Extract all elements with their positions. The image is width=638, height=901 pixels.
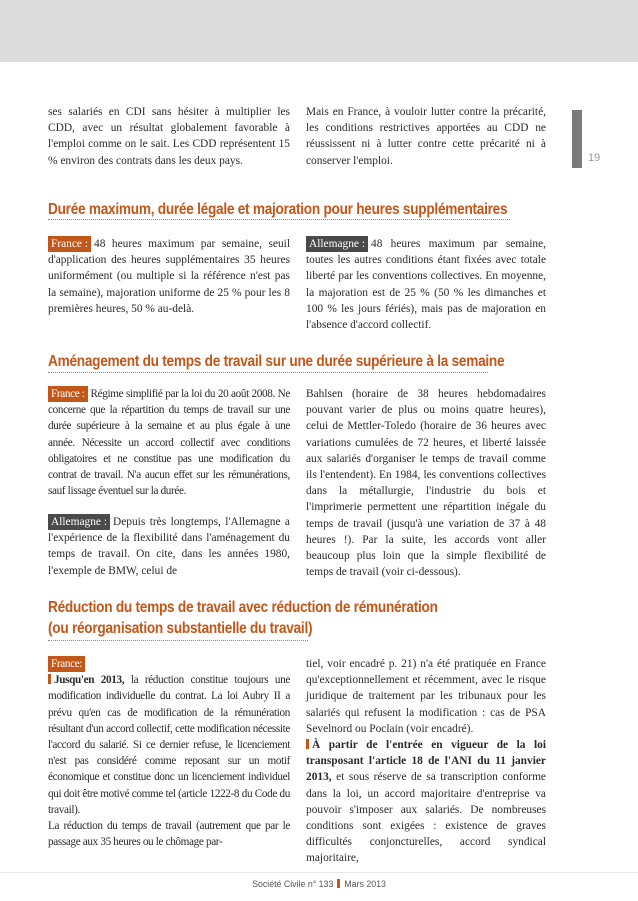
- section1-divider: [48, 219, 510, 220]
- section3-heading-line1: Réduction du temps de travail avec réduction de rémunération: [48, 599, 438, 616]
- top-band: [0, 0, 638, 62]
- section1-left-text: 48 heures maximum par semaine, seuil d'application des heures supplémentaires 35 heures uniformément (ou multiple si la référence n'est pas la semaine), majoration uniforme de 25 % pour les 8 premières heures, 50 % au-delà.: [48, 238, 290, 315]
- allemagne-label: Allemagne :: [48, 514, 110, 530]
- section3-right-column: [306, 656, 546, 867]
- paragraph-marker: [48, 674, 51, 684]
- allemagne-label: Allemagne :: [306, 236, 368, 252]
- section3-left-bold: Jusqu'en 2013,: [54, 674, 125, 687]
- section2-right-text: Bahlsen (horaire de 38 heures hebdomadaires pouvant varier de plus ou moins quatre heures), celui de Mettler-Toledo (horaire de 36 heures avec variations cumulées de 72 heures, et liberté laissée aux salariés d'organiser le temps de travail comme ils l'entendent). En 1984, les conventions collectives dans la métallurgie, l'industrie du bois et l'imprimerie permettent une répartition inégale du temps de travail (jusqu'à une variation de 37 à 48 heures !). Par la suite, les accords vont aller beaucoup plus loin que la simple flexibilité de temps de travail (voir ci-dessous).: [306, 388, 546, 579]
- intro-right-column: [306, 104, 546, 169]
- section1-left-column: [48, 236, 290, 317]
- intro-left-column: [48, 104, 290, 169]
- footer-date: Mars 2013: [344, 879, 386, 889]
- france-label: France:: [48, 656, 85, 672]
- section3-divider: [48, 640, 308, 641]
- section1-right-column: [306, 236, 546, 333]
- page-number: 19: [588, 152, 601, 164]
- france-label: France :: [48, 386, 88, 402]
- section2-left-text: Régime simplifié par la loi du 20 août 2008. Ne concerne que la répartition du temps de travail sur une durée supérieure à la semaine et au plus égale à une année. Nécessite un accord collectif avec conditions obligatoires et ne constitue pas une modification du contrat de travail. N'a aucun effet sur les rémunérations, sauf lissage éventuel sur la durée.: [48, 388, 290, 498]
- section3-right-bold: À partir de l'entrée en vigueur de la loi transposant l'article 18 de l'ANI du 11 janvier 2013,: [306, 739, 546, 784]
- intro-left-text: ses salariés en CDI sans hésiter à multiplier les CDD, avec un résultat globalement favorable à l'emploi comme on le sait. Les CDD représentent 15 % environ des contrats dans les deux pays.: [48, 106, 290, 167]
- footer-publication: Société Civile n° 133: [252, 879, 334, 889]
- section3-left-text: la réduction constitue toujours une modification individuelle du contrat. La loi Aubry II a prévu qu'en cas de modification de la rémunération résultant d'un accord collectif, cette modification nécessite l'accord du salarié. Si ce dernier refuse, le licenciement n'est pas considéré comme reposant sur un motif économique et constitue donc un licenciement individuel qui doit être motivé comme tel (article 1222-8 du Code du travail).: [48, 674, 291, 816]
- section2-heading: Aménagement du temps de travail sur une durée supérieure à la semaine: [48, 353, 505, 370]
- section2-left-column-b: [48, 514, 290, 579]
- paragraph-marker: [306, 739, 309, 749]
- section2-left-text2: Depuis très longtemps, l'Allemagne a l'expérience de la flexibilité dans l'aménagement du temps de travail. On cite, dans les années 1980, l'exemple de BMW, celui de: [48, 516, 290, 577]
- section2-divider: [48, 372, 488, 373]
- page-edge-bar: [572, 110, 582, 168]
- section3-left-text2: La réduction du temps de travail (autrement que par le passage aux 35 heures ou le chômage par-: [48, 820, 290, 849]
- section2-left-column: [48, 386, 290, 499]
- footer: [0, 879, 638, 889]
- intro-right-text: Mais en France, à vouloir lutter contre la précarité, les conditions restrictives apportées au CDD ne réussissent ni à lutter contre cette précarité ni à conserver l'emploi.: [306, 106, 546, 167]
- section1-heading: Durée maximum, durée légale et majoration pour heures supplémentaires: [48, 201, 508, 218]
- section3-left-column: [48, 656, 290, 850]
- france-label: France :: [48, 236, 91, 252]
- section3-right-text2: et sous réserve de sa transcription conforme dans la loi, un accord majoritaire d'entreprise va pouvoir s'imposer aux salariés. De nombreuses conditions sont exigées : existence de graves difficultés conjoncturelles, accord syndical majoritaire,: [306, 771, 546, 865]
- section3-right-text: tiel, voir encadré p. 21) n'a été pratiquée en France qu'exceptionnellement et récemment, avec le risque juridique de traitement par les tribunaux pour les salariés qui refusent la modification : cas de PSA Sevelnord ou Poclain (voir encadré).: [306, 658, 546, 735]
- footer-separator: [337, 879, 340, 888]
- section1-right-text: 48 heures maximum par semaine, toutes les autres conditions étant fixées avec totale liberté par les conventions collectives. En moyenne, la majoration est de 25 % (50 % les dimanches et 100 % les jours fériés), mais pas de majoration en l'absence d'accord collectif.: [306, 238, 546, 332]
- section2-right-column: [306, 386, 546, 580]
- section3-heading-line2: (ou réorganisation substantielle du travail): [48, 620, 313, 637]
- footer-rule: [0, 872, 638, 873]
